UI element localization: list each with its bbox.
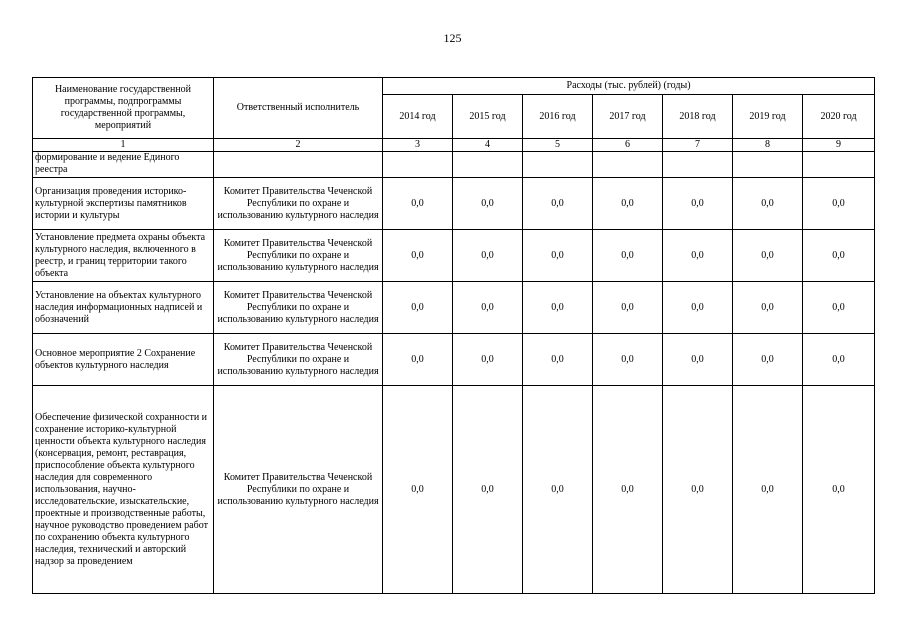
- column-number: 5: [523, 139, 593, 152]
- row-value: [733, 152, 803, 178]
- column-number: 8: [733, 139, 803, 152]
- table-row: [33, 386, 875, 594]
- table-row: [33, 282, 875, 334]
- column-number: 4: [453, 139, 523, 152]
- row-value: 0,0: [383, 282, 453, 334]
- row-value: 0,0: [733, 386, 803, 594]
- header-year: 2018 год: [663, 95, 733, 139]
- row-value: 0,0: [593, 334, 663, 386]
- row-value: 0,0: [663, 230, 733, 282]
- row-name: формирование и ведение Единого реестра: [33, 152, 214, 178]
- header-name-column: Наименование государственной программы, подпрограммы государственной программы, мероприятий: [33, 78, 214, 139]
- row-value: 0,0: [453, 178, 523, 230]
- row-value: 0,0: [383, 386, 453, 594]
- header-year: 2019 год: [733, 95, 803, 139]
- row-value: 0,0: [523, 178, 593, 230]
- table-row: [33, 178, 875, 230]
- row-executor: Комитет Правительства Чеченской Республики по охране и использованию культурного наследия: [214, 334, 383, 386]
- row-value: 0,0: [733, 334, 803, 386]
- row-value: 0,0: [663, 282, 733, 334]
- column-number: 9: [803, 139, 875, 152]
- row-value: 0,0: [733, 282, 803, 334]
- row-value: 0,0: [803, 230, 875, 282]
- row-executor: [214, 152, 383, 178]
- row-value: [593, 152, 663, 178]
- row-executor: Комитет Правительства Чеченской Республики по охране и использованию культурного наследия: [214, 230, 383, 282]
- header-expenses-title: Расходы (тыс. рублей) (годы): [383, 78, 875, 95]
- row-name: Основное мероприятие 2 Сохранение объектов культурного наследия: [33, 334, 214, 386]
- row-value: 0,0: [733, 230, 803, 282]
- row-value: 0,0: [383, 178, 453, 230]
- page-number: 125: [443, 31, 462, 45]
- row-value: [453, 152, 523, 178]
- row-name: Обеспечение физической сохранности и сохранение историко-культурной ценности объекта культурного наследия (консервация, ремонт, реставрация, приспособление объекта культурного наследия для современного использования, научно-исследовательские, изыскательские, проектные и производственные работы, научное руководство проведением работ по сохранению объекта культурного наследия, технический и авторский надзор за проведением: [33, 386, 214, 594]
- row-value: 0,0: [523, 282, 593, 334]
- row-executor: Комитет Правительства Чеченской Республики по охране и использованию культурного наследия: [214, 386, 383, 594]
- row-value: 0,0: [453, 334, 523, 386]
- row-value: [663, 152, 733, 178]
- column-number: 2: [214, 139, 383, 152]
- row-value: 0,0: [383, 334, 453, 386]
- table-row: [33, 334, 875, 386]
- row-executor: Комитет Правительства Чеченской Республики по охране и использованию культурного наследия: [214, 282, 383, 334]
- header-year: 2017 год: [593, 95, 663, 139]
- table-row: [33, 230, 875, 282]
- row-value: 0,0: [593, 386, 663, 594]
- row-value: 0,0: [803, 178, 875, 230]
- header-year: 2020 год: [803, 95, 875, 139]
- row-name: Установление предмета охраны объекта культурного наследия, включенного в реестр, и границ территории такого объекта: [33, 230, 214, 282]
- row-value: [383, 152, 453, 178]
- row-value: 0,0: [663, 178, 733, 230]
- row-value: 0,0: [453, 282, 523, 334]
- row-value: 0,0: [523, 386, 593, 594]
- row-value: 0,0: [593, 178, 663, 230]
- row-value: 0,0: [663, 386, 733, 594]
- header-year: 2016 год: [523, 95, 593, 139]
- column-number: 3: [383, 139, 453, 152]
- row-value: 0,0: [803, 386, 875, 594]
- row-name: Установление на объектах культурного наследия информационных надписей и обозначений: [33, 282, 214, 334]
- row-executor: Комитет Правительства Чеченской Республики по охране и использованию культурного наследия: [214, 178, 383, 230]
- row-value: 0,0: [453, 386, 523, 594]
- row-value: 0,0: [663, 334, 733, 386]
- row-value: [803, 152, 875, 178]
- row-value: 0,0: [803, 334, 875, 386]
- header-executor-column: Ответственный исполнитель: [214, 78, 383, 139]
- row-value: 0,0: [523, 230, 593, 282]
- header-year: 2015 год: [453, 95, 523, 139]
- row-value: [523, 152, 593, 178]
- row-value: 0,0: [523, 334, 593, 386]
- row-value: 0,0: [593, 230, 663, 282]
- row-value: 0,0: [383, 230, 453, 282]
- row-value: 0,0: [733, 178, 803, 230]
- header-year: 2014 год: [383, 95, 453, 139]
- column-number: 7: [663, 139, 733, 152]
- table-row: [33, 152, 875, 178]
- row-value: 0,0: [453, 230, 523, 282]
- row-value: 0,0: [593, 282, 663, 334]
- column-number: 6: [593, 139, 663, 152]
- row-value: 0,0: [803, 282, 875, 334]
- budget-table: [32, 77, 875, 594]
- column-number: 1: [33, 139, 214, 152]
- row-name: Организация проведения историко-культурной экспертизы памятников истории и культуры: [33, 178, 214, 230]
